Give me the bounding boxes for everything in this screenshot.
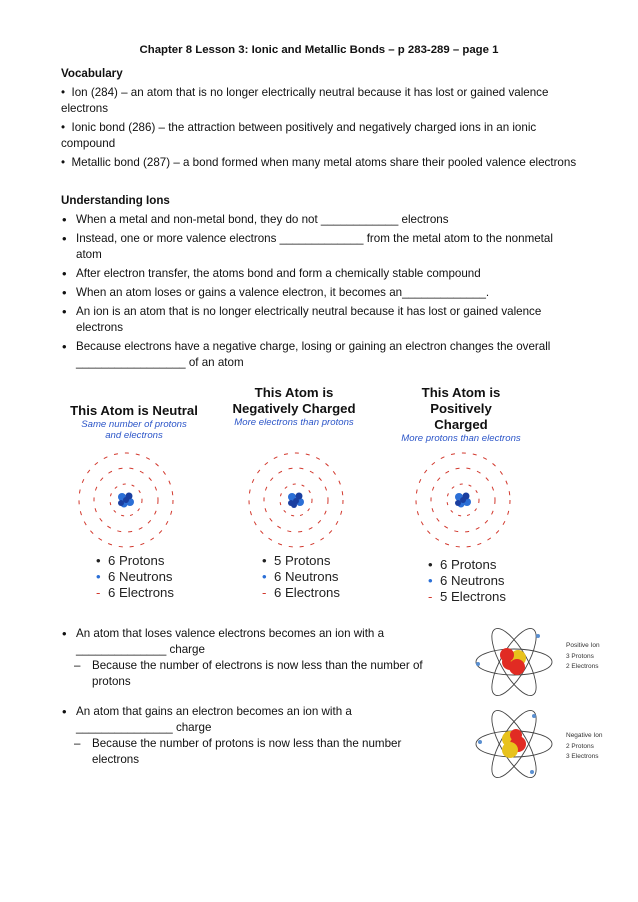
atom-comparison-figure [60,385,580,610]
legend-positive: • 6 Protons • 6 Neutrons - 5 Electrons [428,557,506,604]
panel-title: This Atom is Positively Charged [421,385,501,432]
legend-neutral: • 6 Protons • 6 Neutrons - 6 Electrons [96,553,174,600]
negative-ion-bullet: • An atom that gains an electron becomes an ion with a _______________ charge – Because the number of protons is now less than the number electrons [62,704,402,766]
atom-negative-diagram [249,453,343,547]
atom-diagrams [60,440,580,560]
panel-positive [390,385,532,444]
positive-ion-legend: Positive Ion 3 Protons 2 Electrons [566,642,600,670]
panel-neutral [60,403,208,441]
vocabulary-section [61,66,581,174]
atom-neutral-diagram [79,453,173,547]
panel-subtitle: More protons than electrons [401,433,521,444]
panel-title: This Atom is Neutral [70,403,198,418]
vocabulary-heading: Vocabulary [61,67,123,80]
page-title: Chapter 8 Lesson 3: Ionic and Metallic Bonds – p 283-289 – page 1 [139,44,499,56]
legend-negative: • 5 Protons • 6 Neutrons - 6 Electrons [262,553,340,600]
list-item: • Because electrons have a negative charge, losing or gaining an electron changes the overall _________________ of an atom [62,339,551,369]
understanding-ions-section [61,193,581,374]
positive-ion-diagram [472,624,556,700]
understanding-heading: Understanding Ions [61,194,170,207]
panel-subtitle: Same number of protons and electrons [81,419,187,441]
list-item: • Instead, one or more valence electrons _____________ from the metal atom to the nonmetal atom [62,231,553,261]
list-item: • An ion is an atom that is no longer electrically neutral because it has lost or gained valence electrons [62,304,542,334]
negative-ion-diagram [472,706,556,782]
vocab-ionic-bond: • Ionic bond (286) – the attraction between positively and negatively charged ions in an ionic compound [61,121,537,150]
negative-ion-legend: Negative Ion 2 Protons 3 Electrons [566,732,603,760]
vocab-metallic-bond: • Metallic bond (287) – a bond formed when many metal atoms share their pooled valence electrons [61,156,577,169]
vocab-ion: • Ion (284) – an atom that is no longer electrically neutral because it has lost or gained valence electrons [61,86,549,115]
positive-ion-bullet: • An atom that loses valence electrons becomes an ion with a ______________ charge – Because the number of electrons is now less than the number of protons [62,626,423,688]
list-item: • When a metal and non-metal bond, they do not ____________ electrons [62,212,449,227]
list-item: • After electron transfer, the atoms bond and form a chemically stable compound [62,266,481,281]
list-item: • When an atom loses or gains a valence electron, it becomes an_____________. [62,285,490,300]
panel-negative [226,385,362,428]
atom-positive-diagram [416,453,510,547]
panel-title: This Atom is Negatively Charged [232,385,356,416]
panel-subtitle: More electrons than protons [234,417,354,428]
